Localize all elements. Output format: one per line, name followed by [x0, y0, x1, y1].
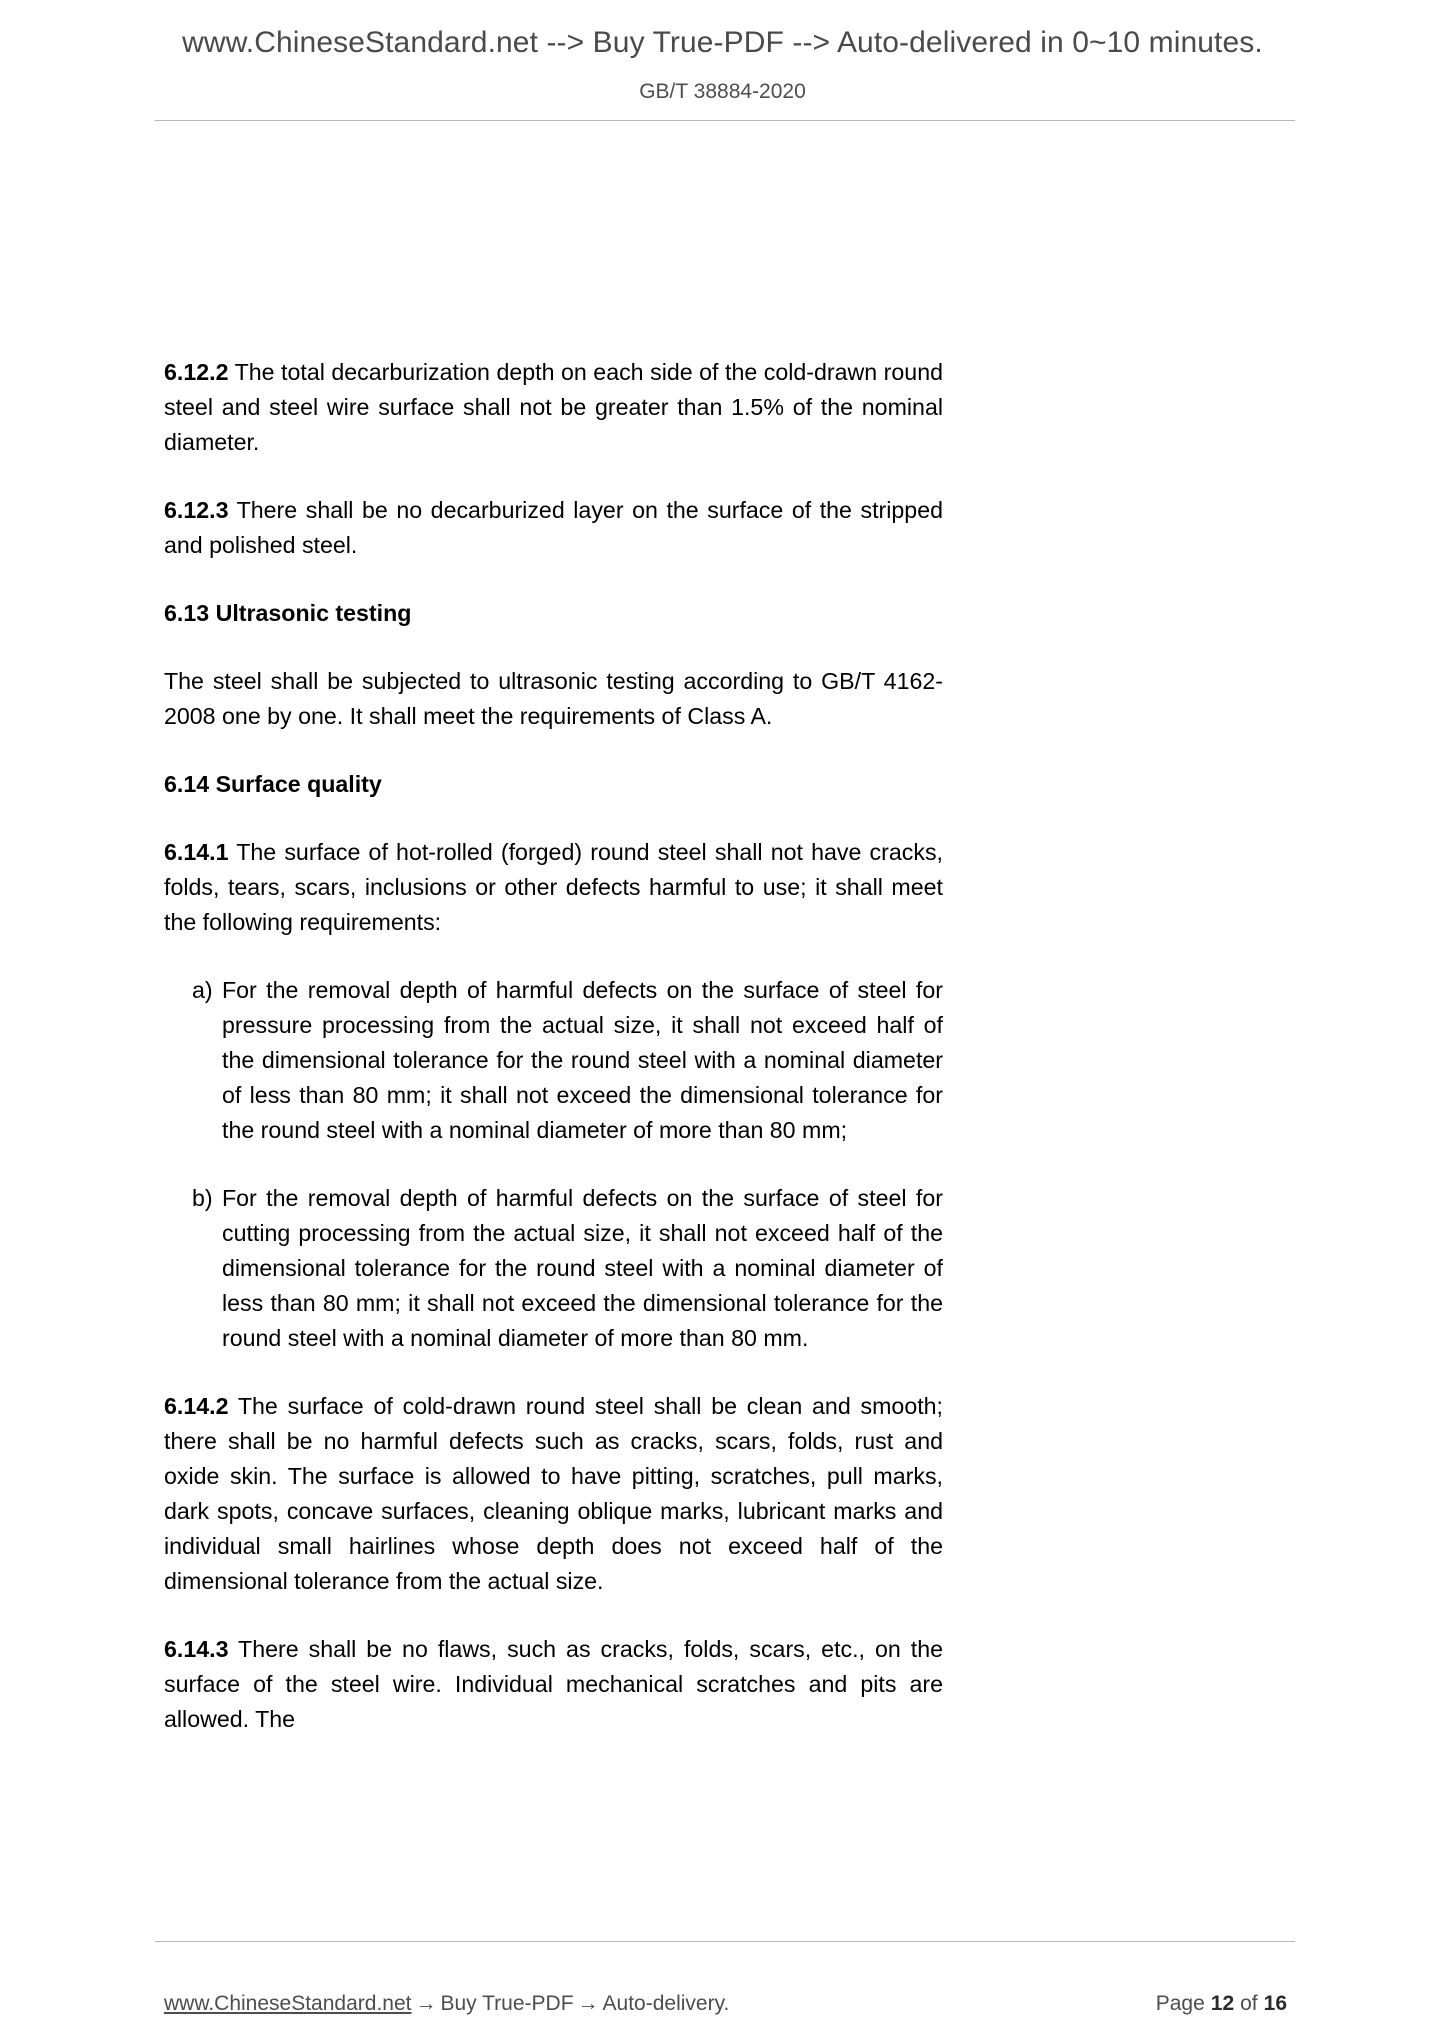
list-item-text: For the removal depth of harmful defects on the surface of steel for pressure processing from the actual size, it shall not exceed half of the dimensional tolerance for the round steel with a nominal diameter of less than 80 mm; it shall not exceed the dimensional tolerance for the round steel with a nominal diameter of more than 80 mm; [222, 977, 943, 1143]
list-item-text: For the removal depth of harmful defects on the surface of steel for cutting processing from the actual size, it shall not exceed half of the dimensional tolerance for the round steel with a nominal diameter of less than 80 mm; it shall not exceed the dimensional tolerance for the round steel with a nominal diameter of more than 80 mm. [222, 1185, 943, 1351]
clause-text: There shall be no flaws, such as cracks, folds, scars, etc., on the surface of the steel wire. Individual mechanical scratches and pits are allowed. The [164, 1636, 943, 1732]
clause-6-12-2 [164, 355, 943, 460]
document-body [164, 355, 943, 1737]
arrow-right-icon: → [577, 1992, 599, 2015]
clause-number: 6.14.1 [164, 839, 229, 865]
clause-number: 6.14.2 [164, 1393, 229, 1419]
clause-6-14-1 [164, 835, 943, 940]
footer-divider [155, 1941, 1295, 1942]
promo-header-text: www.ChineseStandard.net --> Buy True-PDF --> Auto-delivered in 0~10 minutes. [182, 26, 1263, 59]
section-heading-6-13: 6.13 Ultrasonic testing [164, 600, 412, 626]
list-item-marker: a) [192, 977, 213, 1003]
header-divider [155, 120, 1295, 121]
list-item [164, 1181, 943, 1356]
clause-6-12-3 [164, 493, 943, 563]
page-label: Page [1155, 1992, 1205, 2015]
section-heading-6-14: 6.14 Surface quality [164, 771, 382, 797]
list-item-marker: b) [192, 1185, 213, 1211]
standard-number: GB/T 38884-2020 [639, 80, 806, 103]
footer-site-link[interactable]: www.ChineseStandard.net [164, 1992, 412, 2015]
clause-6-13-body: The steel shall be subjected to ultrasonic testing according to GB/T 4162-2008 one by one. It shall meet the requirements of Class A. [164, 668, 943, 729]
clause-6-14-3 [164, 1632, 943, 1737]
clause-number: 6.12.2 [164, 359, 229, 385]
list-item [164, 973, 943, 1148]
clause-6-14-2 [164, 1389, 943, 1599]
clause-text: There shall be no decarburized layer on the surface of the stripped and polished steel. [164, 497, 943, 558]
clause-text: The surface of hot-rolled (forged) round steel shall not have cracks, folds, tears, scars, inclusions or other defects harmful to use; it shall meet the following requirements: [164, 839, 943, 935]
requirements-list [164, 973, 943, 1356]
footer-left [164, 1992, 729, 2016]
footer-right [1156, 1992, 1287, 2016]
of-label: of [1240, 1992, 1258, 2015]
clause-number: 6.12.3 [164, 497, 229, 523]
page-total: 16 [1263, 1992, 1287, 2015]
clause-number: 6.14.3 [164, 1636, 229, 1662]
footer-buy-label: Buy True-PDF [440, 1992, 574, 2015]
footer-delivery-label: Auto-delivery. [602, 1992, 730, 2015]
clause-text: The total decarburization depth on each side of the cold-drawn round steel and steel wire surface shall not be greater than 1.5% of the nominal diameter. [164, 359, 943, 455]
page-number: 12 [1210, 1992, 1235, 2015]
clause-text: The surface of cold-drawn round steel shall be clean and smooth; there shall be no harmful defects such as cracks, scars, folds, rust and oxide skin. The surface is allowed to have pitting, scratches, pull marks, dark spots, concave surfaces, cleaning oblique marks, lubricant marks and individual small hairlines whose depth does not exceed half of the dimensional tolerance from the actual size. [164, 1393, 943, 1594]
arrow-right-icon: → [415, 1992, 437, 2015]
